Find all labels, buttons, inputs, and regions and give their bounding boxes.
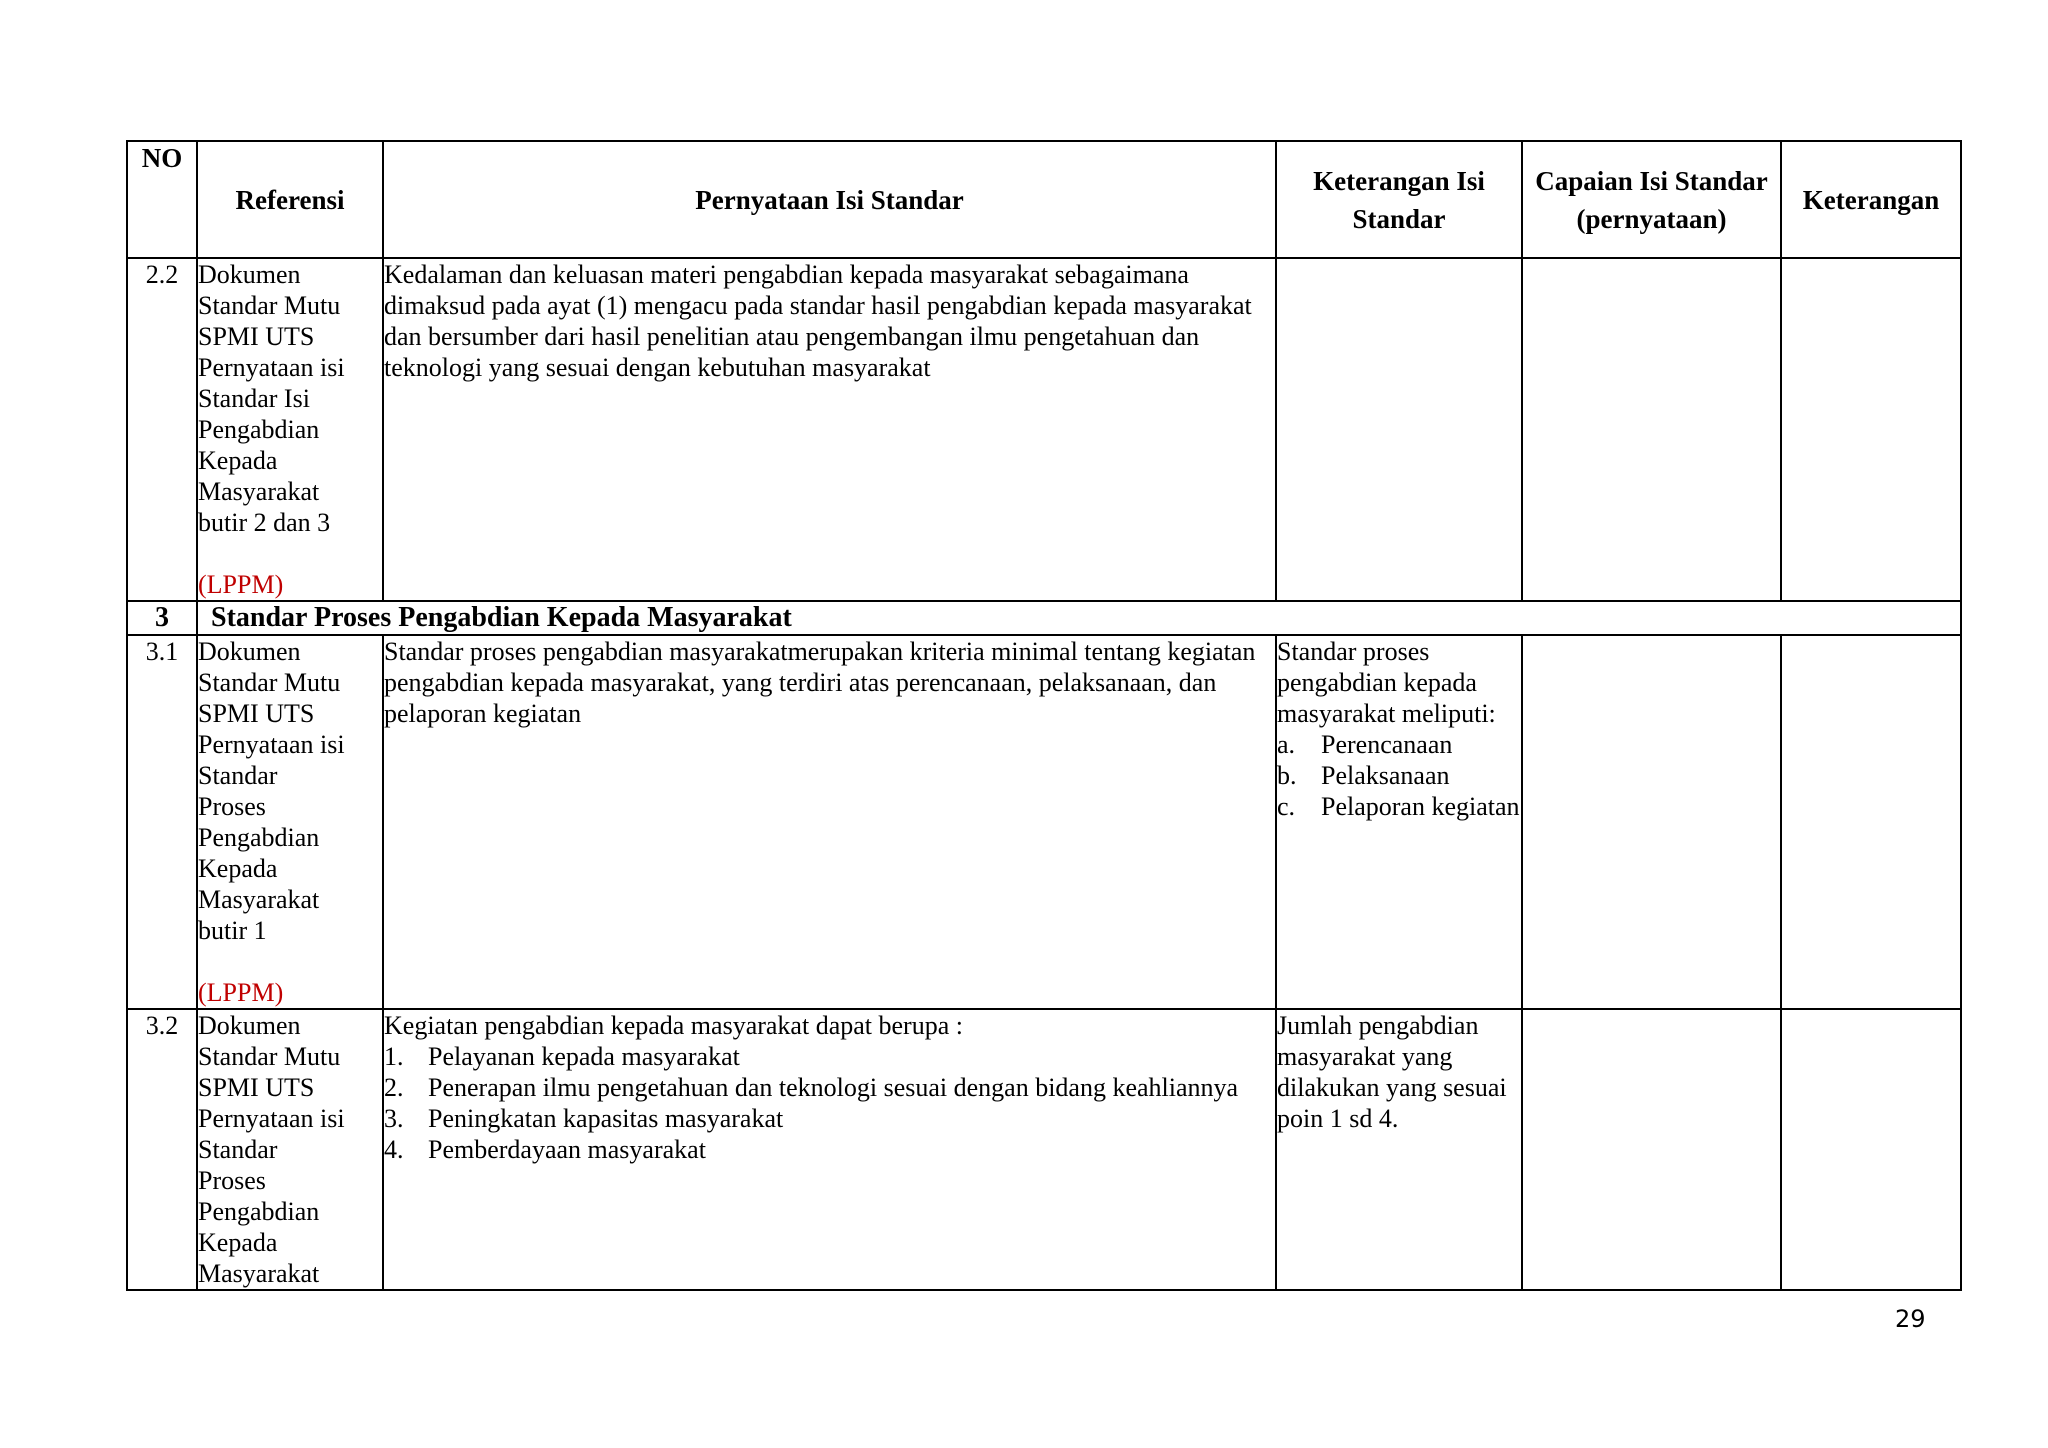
list-text: Perencanaan bbox=[1321, 730, 1453, 759]
row-statement bbox=[383, 1009, 1276, 1290]
ref-line: Pengabdian bbox=[198, 415, 320, 444]
row-keterangan bbox=[1781, 635, 1961, 1009]
row-keterangan-isi: Jumlah pengabdian masyarakat yang dilakukan yang sesuai poin 1 sd 4. bbox=[1276, 1009, 1522, 1290]
list-marker: 3. bbox=[384, 1104, 404, 1133]
lppm-tag: (LPPM) bbox=[198, 978, 284, 1007]
header-keterangan-isi: Keterangan Isi Standar bbox=[1276, 141, 1522, 258]
list-marker: 4. bbox=[384, 1135, 404, 1164]
ref-line: Standar Isi bbox=[198, 384, 310, 413]
ket-intro: Standar proses pengabdian kepada masyarakat meliputi: bbox=[1277, 637, 1496, 728]
ref-line: Pengabdian bbox=[198, 823, 320, 852]
row-keterangan bbox=[1781, 1009, 1961, 1290]
ref-line: Masyarakat bbox=[198, 1259, 320, 1288]
row-number: 3.1 bbox=[127, 635, 197, 1009]
ref-line: Standar Mutu bbox=[198, 668, 341, 697]
row-referensi bbox=[197, 1009, 383, 1290]
row-capaian bbox=[1522, 635, 1781, 1009]
list-marker: c. bbox=[1277, 792, 1296, 821]
section-title: Standar Proses Pengabdian Kepada Masyarakat bbox=[197, 601, 1961, 635]
row-capaian bbox=[1522, 258, 1781, 601]
ref-line: butir 1 bbox=[198, 916, 267, 945]
ref-line: Masyarakat bbox=[198, 477, 320, 506]
ref-line: Proses bbox=[198, 792, 266, 821]
ref-line: Pernyataan isi bbox=[198, 353, 345, 382]
header-no: NO bbox=[127, 141, 197, 258]
row-referensi bbox=[197, 258, 383, 601]
list-marker: a. bbox=[1277, 730, 1296, 759]
lppm-tag: (LPPM) bbox=[198, 570, 284, 599]
ref-line: Dokumen bbox=[198, 1011, 301, 1040]
ref-line: Kepada bbox=[198, 854, 278, 883]
header-referensi: Referensi bbox=[197, 141, 383, 258]
ref-line: SPMI UTS bbox=[198, 322, 315, 351]
standards-table bbox=[126, 140, 1962, 1291]
ref-line: Masyarakat bbox=[198, 885, 320, 914]
row-capaian bbox=[1522, 1009, 1781, 1290]
list-text: Pelaksanaan bbox=[1321, 761, 1450, 790]
ref-line: Pernyataan isi bbox=[198, 730, 345, 759]
list-item bbox=[1277, 791, 1521, 822]
ref-line: Dokumen bbox=[198, 260, 301, 289]
ref-line: Kepada bbox=[198, 1228, 278, 1257]
list-text: Pemberdayaan masyarakat bbox=[428, 1135, 706, 1164]
row-keterangan bbox=[1781, 258, 1961, 601]
ref-line: Kepada bbox=[198, 446, 278, 475]
ref-line: butir 2 dan 3 bbox=[198, 508, 331, 537]
statement-list bbox=[384, 1041, 1275, 1165]
page-number: 29 bbox=[1895, 1305, 1926, 1333]
list-item bbox=[1277, 760, 1521, 791]
header-capaian: Capaian Isi Standar (pernyataan) bbox=[1522, 141, 1781, 258]
ref-line: Standar bbox=[198, 761, 278, 790]
ref-line: Pengabdian bbox=[198, 1197, 320, 1226]
ref-line: Proses bbox=[198, 1166, 266, 1195]
list-marker: b. bbox=[1277, 761, 1297, 790]
ket-list bbox=[1277, 729, 1521, 822]
list-text: Penerapan ilmu pengetahuan dan teknologi sesuai dengan bidang keahliannya bbox=[428, 1073, 1239, 1102]
row-number: 2.2 bbox=[127, 258, 197, 601]
row-statement: Kedalaman dan keluasan materi pengabdian kepada masyarakat sebagaimana dimaksud pada ayat (1) mengacu pada standar hasil pengabdian kepada masyarakat dan bersumber dari hasil penelitian atau pengembangan ilmu pengetahuan dan teknologi yang sesuai dengan kebutuhan masyarakat bbox=[383, 258, 1276, 601]
section-row bbox=[127, 601, 1961, 635]
row-number: 3.2 bbox=[127, 1009, 197, 1290]
statement-intro: Kegiatan pengabdian kepada masyarakat dapat berupa : bbox=[384, 1011, 963, 1040]
table-row bbox=[127, 258, 1961, 601]
ref-line: SPMI UTS bbox=[198, 699, 315, 728]
section-number: 3 bbox=[127, 601, 197, 635]
list-marker: 2. bbox=[384, 1073, 404, 1102]
table-header-row bbox=[127, 141, 1961, 258]
list-item bbox=[384, 1072, 1275, 1103]
ref-line: Standar bbox=[198, 1135, 278, 1164]
list-item bbox=[384, 1103, 1275, 1134]
header-keterangan: Keterangan bbox=[1781, 141, 1961, 258]
list-text: Pelayanan kepada masyarakat bbox=[428, 1042, 740, 1071]
list-text: Pelaporan kegiatan bbox=[1321, 792, 1520, 821]
table-row bbox=[127, 635, 1961, 1009]
row-statement: Standar proses pengabdian masyarakatmerupakan kriteria minimal tentang kegiatan pengabdian kepada masyarakat, yang terdiri atas perencanaan, pelaksanaan, dan pelaporan kegiatan bbox=[383, 635, 1276, 1009]
row-keterangan-isi bbox=[1276, 635, 1522, 1009]
header-pernyataan: Pernyataan Isi Standar bbox=[383, 141, 1276, 258]
list-text: Peningkatan kapasitas masyarakat bbox=[428, 1104, 784, 1133]
row-referensi bbox=[197, 635, 383, 1009]
row-keterangan-isi bbox=[1276, 258, 1522, 601]
ref-line: SPMI UTS bbox=[198, 1073, 315, 1102]
table-row bbox=[127, 1009, 1961, 1290]
list-marker: 1. bbox=[384, 1042, 404, 1071]
ref-line: Standar Mutu bbox=[198, 1042, 341, 1071]
list-item bbox=[384, 1134, 1275, 1165]
ref-line: Dokumen bbox=[198, 637, 301, 666]
list-item bbox=[384, 1041, 1275, 1072]
list-item bbox=[1277, 729, 1521, 760]
ref-line: Pernyataan isi bbox=[198, 1104, 345, 1133]
ref-line: Standar Mutu bbox=[198, 291, 341, 320]
